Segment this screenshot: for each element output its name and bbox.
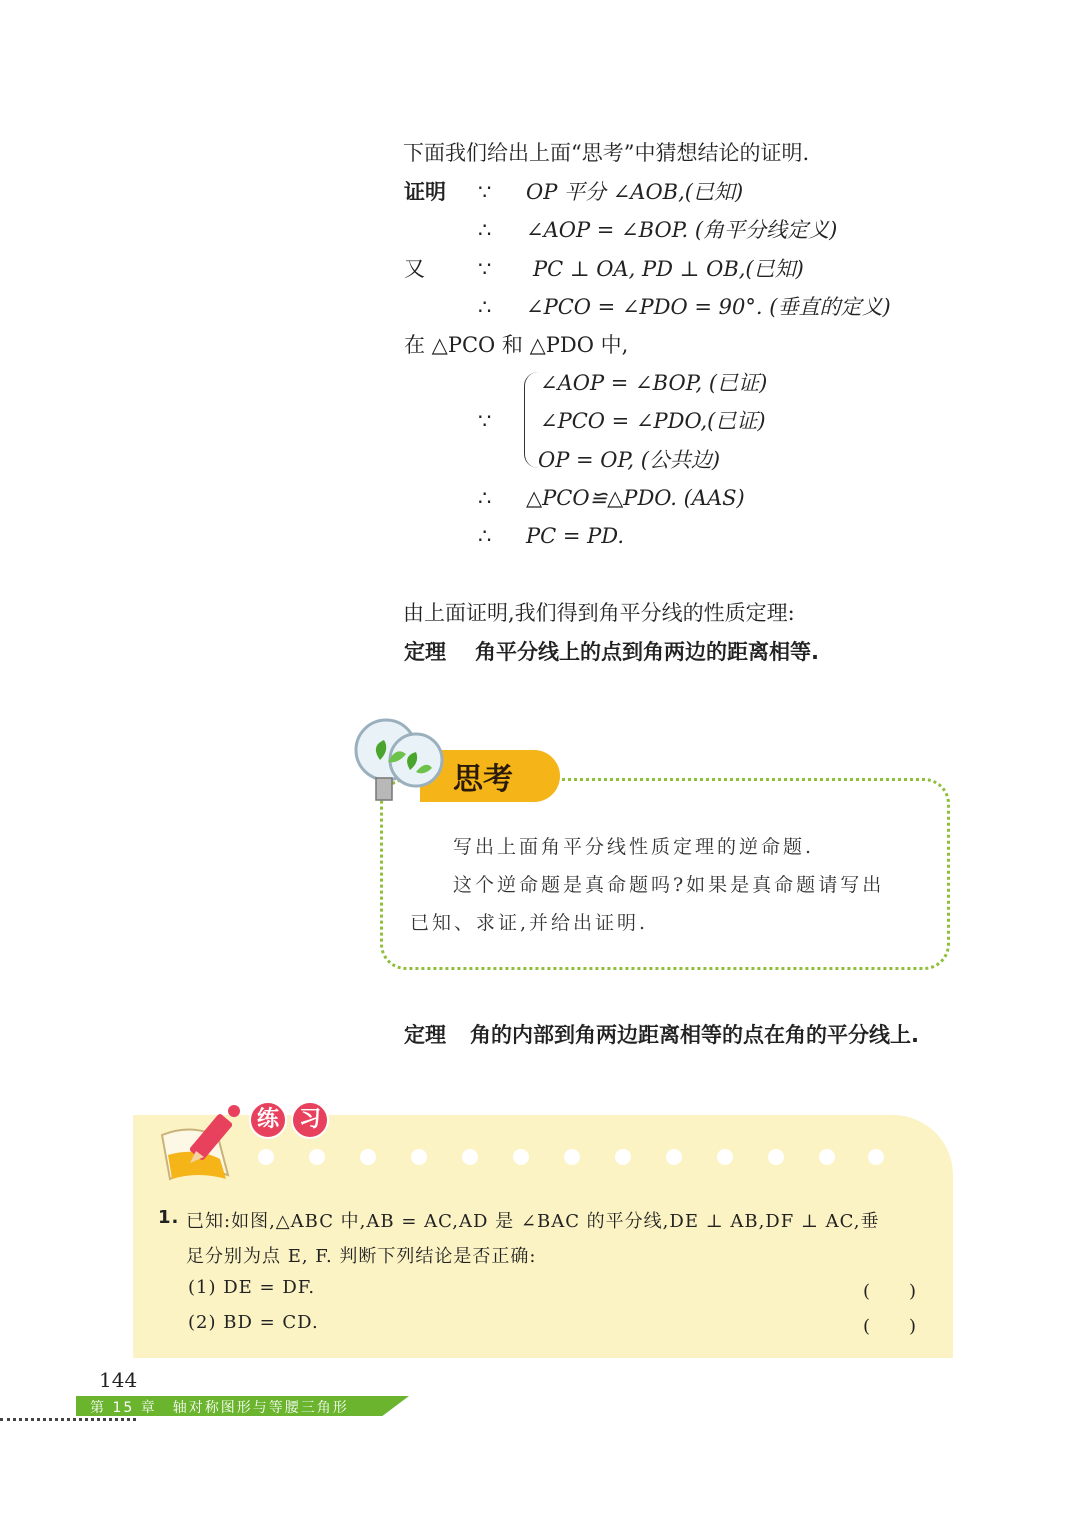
question-item-1: (1) DE = DF. (188, 1277, 316, 1298)
page-number: 144 (99, 1368, 138, 1392)
proof-label: 证明 (404, 180, 446, 204)
decor-dot (411, 1149, 427, 1165)
decor-dot (462, 1149, 478, 1165)
brace (524, 372, 539, 468)
brace-condition-3: OP = OP, (公共边) (538, 448, 721, 472)
brace-condition-1: ∠AOP = ∠BOP, (已证) (540, 371, 768, 395)
also-label: 又 (404, 257, 425, 281)
decor-dot (513, 1149, 529, 1165)
theorem-label: 定理 (404, 640, 446, 664)
therefore-symbol: ∴ (478, 295, 492, 319)
because-symbol: ∵ (478, 180, 492, 204)
think-line-1: 写出上面角平分线性质定理的逆命题. (453, 836, 815, 858)
decor-dot (564, 1149, 580, 1165)
practice-badge-1: 练 (249, 1101, 287, 1139)
decor-dot (309, 1149, 325, 1165)
answer-blank-1: ( ) (863, 1281, 918, 1302)
brace-condition-2: ∠PCO = ∠PDO,(已证) (540, 409, 766, 433)
practice-badge-2: 习 (291, 1101, 329, 1139)
proof-intro: 下面我们给出上面“思考”中猜想结论的证明. (403, 141, 810, 165)
therefore-symbol: ∴ (478, 486, 492, 510)
decor-dot (868, 1149, 884, 1165)
think-title: 思考 (453, 762, 513, 797)
therefore-symbol: ∴ (478, 218, 492, 242)
answer-blank-2: ( ) (863, 1316, 918, 1337)
lightbulb-icon (350, 712, 446, 808)
think-line-2: 这个逆命题是真命题吗?如果是真命题请写出 (453, 874, 885, 896)
question-number: 1. (158, 1207, 180, 1228)
proof-step-4: ∠PCO = ∠PDO = 90°. (垂直的定义) (526, 295, 891, 319)
theorem-text: 角平分线上的点到角两边的距离相等. (475, 640, 819, 664)
proof-step-1: OP 平分 ∠AOB,(已知) (526, 180, 744, 204)
because-symbol: ∵ (478, 257, 492, 281)
because-symbol: ∵ (478, 409, 492, 433)
theorem-intro: 由上面证明,我们得到角平分线的性质定理: (403, 601, 795, 625)
decor-dot (360, 1149, 376, 1165)
proof-step-6: △PCO≌△PDO. (AAS) (526, 486, 745, 510)
think-line-3: 已知、求证,并给出证明. (410, 912, 649, 934)
decor-dot (819, 1149, 835, 1165)
question-item-2: (2) BD = CD. (188, 1312, 319, 1333)
question-line-2: 足分别为点 E, F. 判断下列结论是否正确: (186, 1246, 537, 1267)
theorem-text: 角的内部到角两边距离相等的点在角的平分线上. (470, 1023, 919, 1047)
decor-dot (717, 1149, 733, 1165)
theorem-label: 定理 (404, 1023, 446, 1047)
question-line-1: 已知:如图,△ABC 中,AB = AC,AD 是 ∠BAC 的平分线,DE ⊥ AB,DF ⊥ AC,垂 (186, 1211, 880, 1232)
decor-dot (666, 1149, 682, 1165)
decor-dot (258, 1149, 274, 1165)
decor-dot (768, 1149, 784, 1165)
proof-step-7: PC = PD. (526, 524, 625, 548)
proof-step-3: PC ⊥ OA, PD ⊥ OB,(已知) (533, 257, 804, 281)
pencil-paper-icon (150, 1095, 260, 1185)
therefore-symbol: ∴ (478, 524, 492, 548)
proof-step-2: ∠AOP = ∠BOP. (角平分线定义) (526, 218, 838, 242)
decor-dot (615, 1149, 631, 1165)
footer-dots (0, 1418, 136, 1421)
proof-step-5: 在 △PCO 和 △PDO 中, (404, 333, 629, 357)
chapter-title: 第 15 章 轴对称图形与等腰三角形 (90, 1400, 349, 1416)
